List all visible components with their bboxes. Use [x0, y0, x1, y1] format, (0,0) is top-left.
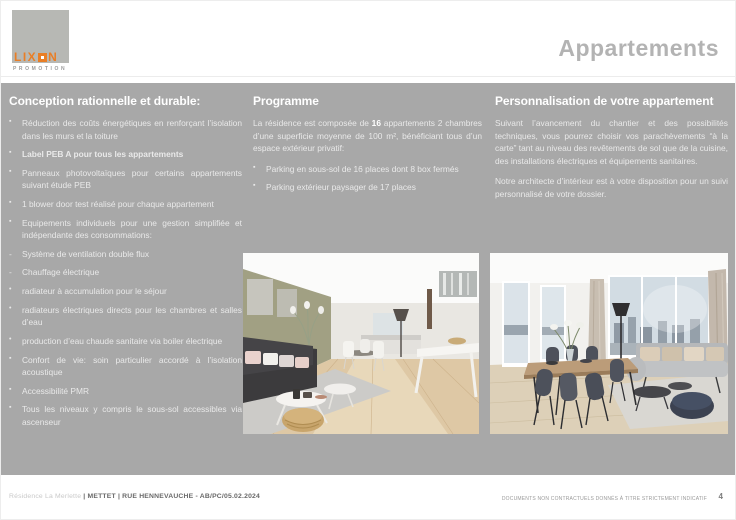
list-item: ▪ Equipements individuels pour une gestion simplifiée et indépendante des consommations:	[9, 217, 242, 242]
footer-project-name: Résidence La Merlette	[9, 493, 84, 500]
footer-project-line	[9, 493, 260, 500]
list-item: - Système de ventilation double flux	[9, 248, 242, 261]
personnalisation-paragraph: Suivant l’avancement du chantier et des possibilités techniques, vous pourrez choisir vos parachèvements “à la carte” tant au niveau des revêtements de sol que de la cuisine, des installations électriques et équipements sanitaires.	[495, 118, 728, 166]
lixon-logo	[12, 10, 69, 74]
list-item: ▪ Label PEB A pour tous les appartements	[9, 148, 242, 161]
column-programme-title: Programme	[253, 94, 319, 108]
list-item: - Chauffage électrique	[9, 266, 242, 279]
intro-text: appartements 2 chambres d’une superficie moyenne de 100 m², bénéficiant tous d’un espace extérieur privatif:	[253, 118, 482, 154]
column-personnalisation-title: Personnalisation de votre appartement	[495, 94, 714, 108]
coffee-table	[276, 391, 326, 407]
conception-bullet-list	[9, 117, 242, 429]
list-item: • radiateur à accumulation pour le séjour	[9, 285, 242, 298]
dining-room-photo	[490, 253, 728, 434]
list-item: ▪ Tous les niveaux y compris le sous-sol accessibles via ascenseur	[9, 403, 242, 428]
list-item: ▪ Confort de vie: soin particulier accordé à l’isolation acoustique	[9, 354, 242, 379]
list-item: ▪ Panneaux photovoltaïques pour certains appartements suivant étude PEB	[9, 167, 242, 192]
living-room-photo	[243, 253, 479, 434]
list-item: ▪ Réduction des coûts énergétiques en renforçant l’isolation dans les murs et la toiture	[9, 117, 242, 142]
header-divider	[1, 76, 736, 77]
column-personnalisation	[495, 94, 728, 209]
footer-page-number: 4	[718, 492, 723, 501]
intro-bold-number: 16	[371, 118, 381, 128]
programme-bullet-list	[253, 163, 482, 194]
content-band	[1, 83, 736, 475]
window	[504, 283, 528, 363]
personnalisation-paragraph: Notre architecte d’intérieur est à votre disposition pour un suivi personnalisé de votre dossier.	[495, 176, 728, 200]
intro-text: La résidence est composée de	[253, 118, 372, 128]
footer-project-details: | METTET | RUE HENNEVAUCHE - AB/PC/05.02.2024	[83, 493, 261, 500]
list-item: • production d’eau chaude sanitaire via boiler électrique	[9, 335, 242, 348]
logo-wordmark	[14, 50, 69, 64]
list-item: ▪ Parking extérieur paysager de 17 places	[253, 181, 482, 194]
list-item: ▪ Accessibilité PMR	[9, 385, 242, 398]
page-title: Appartements	[558, 35, 719, 61]
logo-subtitle: PROMOTION	[13, 66, 68, 72]
coffee-table	[633, 386, 671, 398]
logo-text-left: LIX	[14, 50, 38, 64]
column-conception-title: Conception rationnelle et durable:	[9, 94, 201, 108]
logo-o-icon	[38, 53, 47, 62]
programme-intro	[253, 117, 482, 155]
logo-text-right: N	[48, 50, 59, 64]
list-item: ▪ 1 blower door test réalisé pour chaque appartement	[9, 198, 242, 211]
list-item: ▪ Parking en sous-sol de 16 places dont 8 box fermés	[253, 163, 482, 176]
column-programme	[253, 94, 482, 200]
list-item: • radiateurs électriques directs pour les chambres et salles d’eau	[9, 304, 242, 329]
column-conception	[9, 94, 242, 435]
footer-disclaimer: DOCUMENTS NON CONTRACTUELS DONNÉS À TITRE STRICTEMENT INDICATIF	[501, 496, 707, 502]
